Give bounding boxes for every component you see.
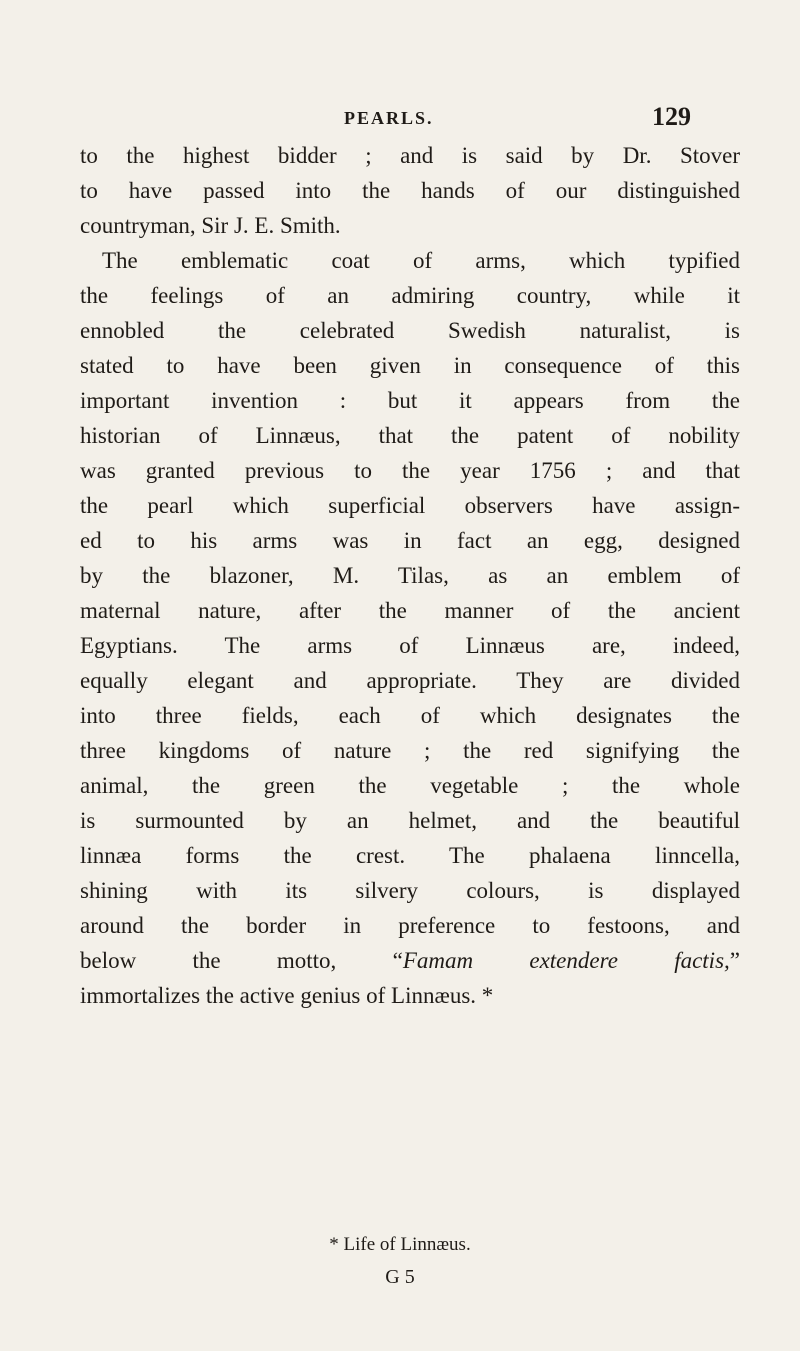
text-line: the feelings of an admiring country, while it	[80, 283, 740, 308]
motto-latin: Famam extendere factis,	[402, 948, 730, 973]
running-title: PEARLS.	[344, 108, 434, 128]
text-line: stated to have been given in consequence of this	[80, 353, 740, 378]
text-line: equally elegant and appropriate. They are divided	[80, 668, 740, 693]
text-line: by the blazoner, M. Tilas, as an emblem of	[80, 563, 740, 588]
running-head	[0, 100, 800, 140]
text-line: The emblematic coat of arms, which typified	[102, 248, 740, 273]
motto-line	[80, 943, 740, 978]
text-line: animal, the green the vegetable ; the whole	[80, 773, 740, 798]
text-line: ed to his arms was in fact an egg, designed	[80, 528, 740, 553]
text-line: three kingdoms of nature ; the red signifying the	[80, 738, 740, 763]
text-line: to the highest bidder ; and is said by Dr. Stover	[80, 143, 740, 168]
text-line: maternal nature, after the manner of the ancient	[80, 598, 740, 623]
text-line: into three fields, each of which designates the	[80, 703, 740, 728]
page-number: 129	[652, 102, 691, 131]
text-line: around the border in preference to festoons, and	[80, 913, 740, 938]
motto-prefix: below the motto, “	[80, 948, 403, 973]
text-line: linnæa forms the crest. The phalaena linncella,	[80, 843, 740, 868]
text-line-final: immortalizes the active genius of Linnæus. *	[80, 983, 494, 1008]
signature-mark: G 5	[385, 1266, 415, 1288]
text-line: was granted previous to the year 1756 ; and that	[80, 458, 740, 483]
text-line: the pearl which superficial observers have assign-	[80, 493, 740, 518]
text-line: important invention : but it appears from the	[80, 388, 740, 413]
body-text	[80, 138, 740, 1013]
text-line: to have passed into the hands of our distinguished	[80, 178, 740, 203]
text-line: ennobled the celebrated Swedish naturalist, is	[80, 318, 740, 343]
motto-suffix: ”	[729, 948, 740, 973]
text-line: historian of Linnæus, that the patent of nobility	[80, 423, 740, 448]
text-line: shining with its silvery colours, is displayed	[80, 878, 740, 903]
footnote: * Life of Linnæus.	[329, 1234, 471, 1255]
text-line: is surmounted by an helmet, and the beautiful	[80, 808, 740, 833]
text-line: countryman, Sir J. E. Smith.	[80, 213, 341, 238]
text-line: Egyptians. The arms of Linnæus are, indeed,	[80, 633, 740, 658]
